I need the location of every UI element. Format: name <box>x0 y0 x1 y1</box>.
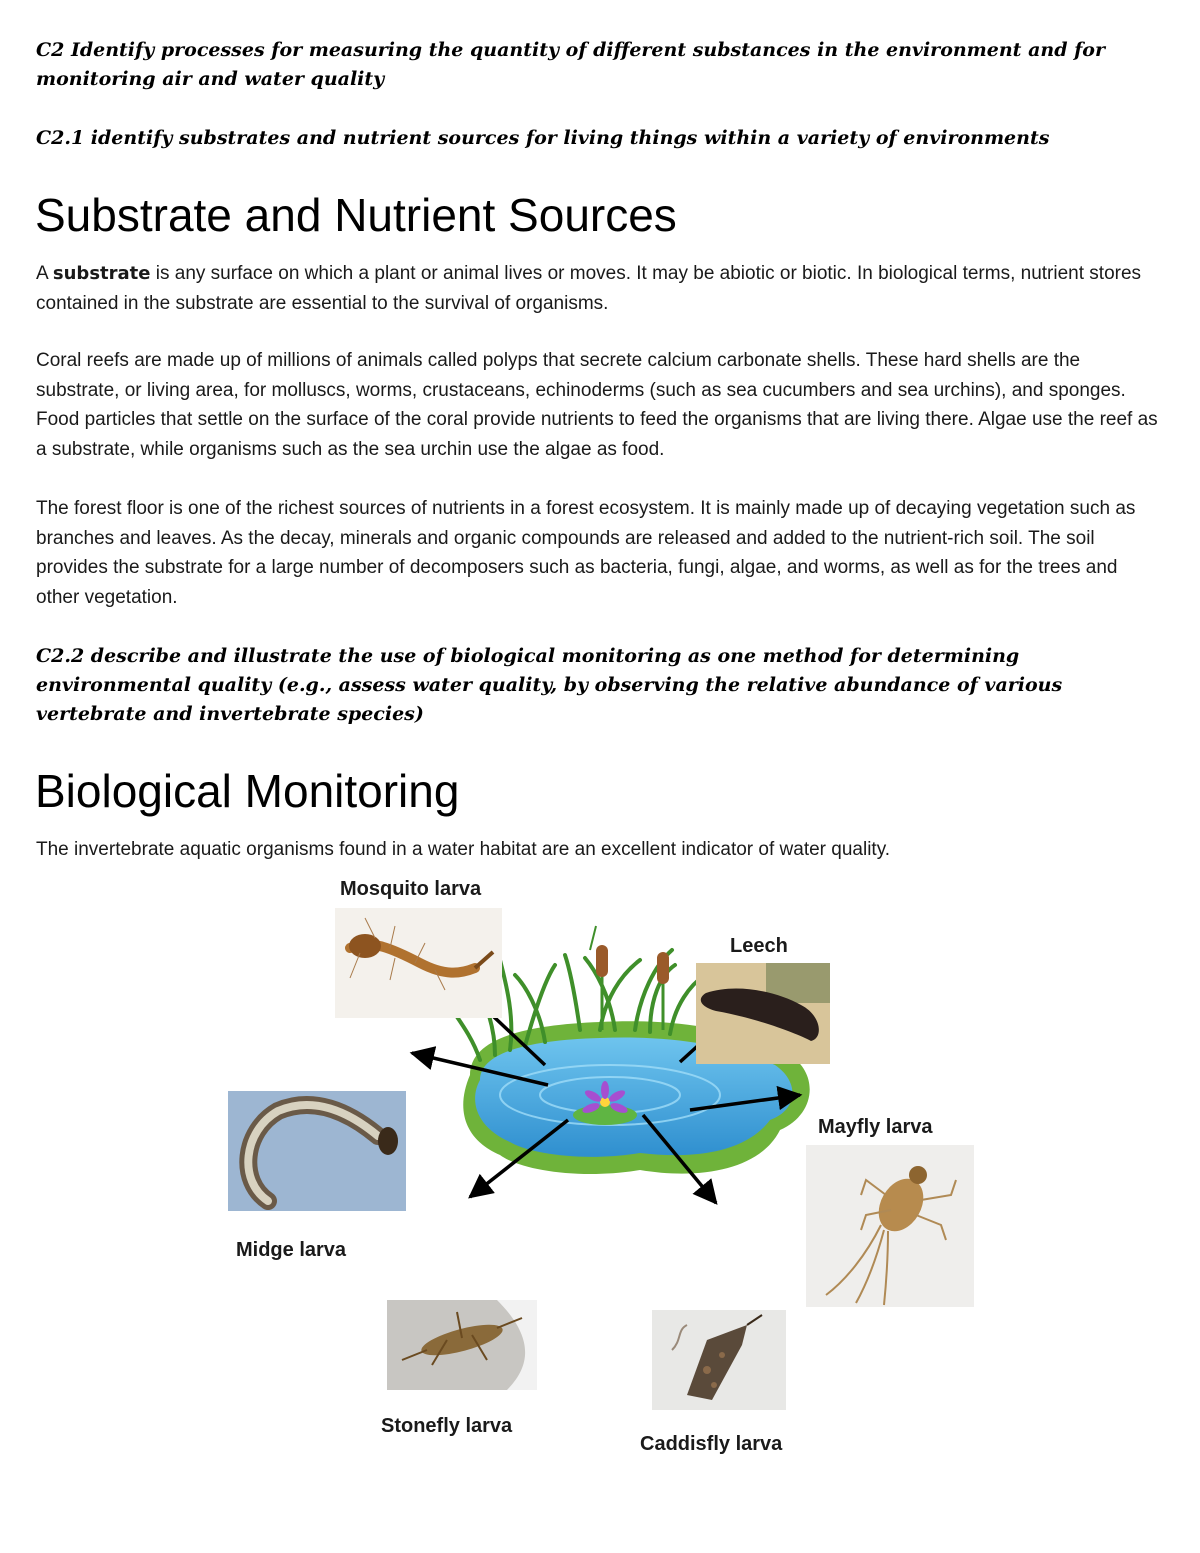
heading-biological-monitoring: Biological Monitoring <box>35 765 460 817</box>
paragraph-substrate-definition <box>36 259 1166 318</box>
paragraph-monitoring: The invertebrate aquatic organisms found in a water habitat are an excellent indicator of water quality. <box>36 839 891 860</box>
expectation-c2-1: C2.1 identify substrates and nutrient sources for living things within a variety of environments <box>36 127 1050 149</box>
midge-larva-image <box>228 1091 406 1211</box>
stonefly-larva-image <box>387 1300 537 1390</box>
caddisfly-larva-image <box>652 1310 786 1410</box>
photo-stonefly-larva <box>387 1300 537 1390</box>
paragraph-coral-reefs: Coral reefs are made up of millions of animals called polyps that secrete calcium carbonate shells. These hard shells are the substrate, or living area, for molluscs, worms, crustaceans, echinoderms (such as sea cucumbers and sea urchins), and sponges. Food particles that settle on the surface of the coral provide nutrients to feed the organisms that are living there. Algae use the reef as a substrate, while organisms such as the sea urchin use the algae as food. <box>36 350 1158 460</box>
pond-organisms-figure <box>0 870 1200 1470</box>
mayfly-larva-image <box>806 1145 974 1307</box>
mosquito-larva-image <box>335 908 502 1018</box>
text-rest: is any surface on which a plant or animal lives or moves. It may be abiotic or biotic. In biological terms, nutrient stores contained in the substrate are essential to the survival of organisms. <box>36 263 1142 314</box>
leech-image <box>696 963 830 1064</box>
text-prefix: A <box>36 263 53 284</box>
photo-mayfly-larva <box>806 1145 974 1307</box>
label-mosquito-larva: Mosquito larva <box>340 878 482 900</box>
expectation-c2: C2 Identify processes for measuring the quantity of different substances in the environment and for monitoring air and water quality <box>36 39 1105 90</box>
photo-leech <box>696 963 830 1064</box>
heading-substrate: Substrate and Nutrient Sources <box>35 189 677 241</box>
label-leech: Leech <box>730 935 788 957</box>
cattails <box>590 926 669 1030</box>
photo-midge-larva <box>228 1091 406 1211</box>
pond-illustration <box>0 870 1200 1470</box>
photo-caddisfly-larva <box>652 1310 786 1410</box>
expectation-c2-2: C2.2 describe and illustrate the use of biological monitoring as one method for determining environmental quality (e.g., assess water quality, by observing the relative abundance of various vertebrate and invertebrate species) <box>36 645 1063 725</box>
term-substrate: substrate <box>52 263 151 284</box>
paragraph-forest-floor: The forest floor is one of the richest sources of nutrients in a forest ecosystem. It is mainly made up of decaying vegetation such as branches and leaves. As the decay, minerals and organic compounds are released and added to the nutrient-rich soil. The soil provides the substrate for a large number of decomposers such as bacteria, fungi, algae, and worms, as well as for the trees and other vegetation. <box>36 498 1136 608</box>
label-caddisfly-larva: Caddisfly larva <box>640 1433 783 1455</box>
label-stonefly-larva: Stonefly larva <box>381 1415 513 1437</box>
label-mayfly-larva: Mayfly larva <box>818 1116 933 1138</box>
label-midge-larva: Midge larva <box>236 1239 347 1261</box>
photo-mosquito-larva <box>335 908 502 1018</box>
